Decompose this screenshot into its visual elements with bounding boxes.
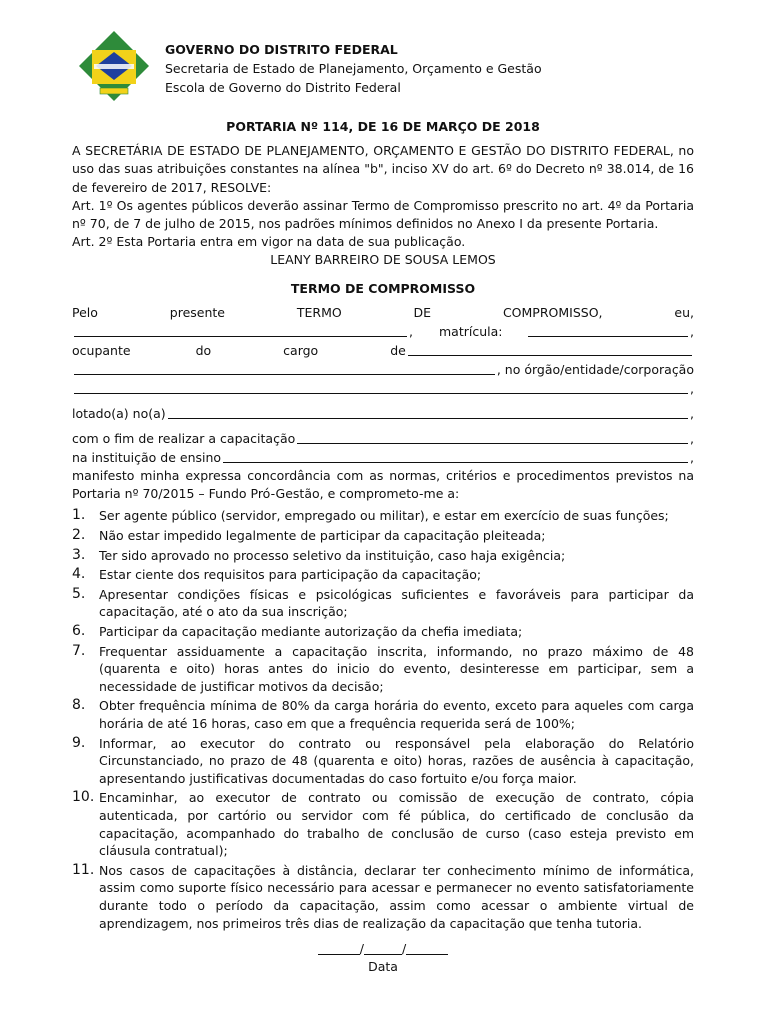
commitment-item xyxy=(72,507,694,525)
item-text: Frequentar assiduamente a capacitação inscrita, informando, no prazo máximo de 48 (quarenta e oito) horas antes do inicio do evento, desinteresse em participar, sem a necessidade de justificar motivos da decisão; xyxy=(99,643,694,694)
word: eu, xyxy=(674,304,694,320)
commitment-item xyxy=(72,735,694,788)
org-name: GOVERNO DO DISTRITO FEDERAL xyxy=(165,42,398,57)
item-number: 3. xyxy=(72,546,86,563)
instituicao-line: na instituição de ensino , xyxy=(72,448,694,467)
portaria-art1: Art. 1º Os agentes públicos deverão assinar Termo de Compromisso prescrito no art. 4º da Portaria nº 70, de 7 de julho de 2015, nos padrões mínimos definidos no Anexo I da presente Portaria. xyxy=(72,197,694,232)
instituicao-label: na instituição de ensino xyxy=(72,449,222,465)
name-matricula-line: , matrícula: , xyxy=(72,322,694,341)
orgao-line xyxy=(72,360,694,379)
lotado-label: lotado(a) no(a) xyxy=(72,405,166,421)
portaria-signer: LEANY BARREIRO DE SOUSA LEMOS xyxy=(270,252,496,268)
commitment-item xyxy=(72,789,694,859)
item-number: 8. xyxy=(72,697,86,714)
matricula-blank[interactable] xyxy=(528,324,688,337)
cargo-blank[interactable] xyxy=(408,343,692,356)
orgao-label: , no órgão/entidade/corporação xyxy=(496,361,694,377)
date-year-blank[interactable] xyxy=(406,942,448,955)
item-text: Informar, ao executor do contrato ou responsável pela elaboração do Relatório Circunstanciado, no prazo de 48 (quarenta e oito) horas, razões de ausência à capacitação, apresentando justificativas documentadas do caso fortuito e/ou força maior. xyxy=(99,735,694,786)
item-text: Estar ciente dos requisitos para participação da capacitação; xyxy=(99,567,482,583)
word: ocupante xyxy=(72,342,131,358)
word: do xyxy=(195,342,212,358)
logo-footer-band xyxy=(100,88,128,94)
item-number: 11. xyxy=(72,861,95,878)
cargo-blank-continued[interactable] xyxy=(74,362,495,375)
orgao-blank-line: , xyxy=(72,379,694,398)
commitment-item xyxy=(72,643,694,696)
word: de xyxy=(390,342,406,358)
item-text: Obter frequência mínima de 80% da carga horária do evento, exceto para aqueles com carga horária de até 16 horas, caso em que a frequência requerida será de 100%; xyxy=(99,698,694,731)
termo-title: TERMO DE COMPROMISSO xyxy=(290,280,476,296)
orgao-blank[interactable] xyxy=(74,381,688,394)
item-text: Não estar impedido legalmente de participar da capacitação pleiteada; xyxy=(99,528,546,544)
fim-label: com o fim de realizar a capacitação xyxy=(72,430,296,446)
portaria-title: PORTARIA Nº 114, DE 16 DE MARÇO DE 2018 xyxy=(226,119,540,134)
letterhead xyxy=(165,40,542,97)
item-number: 4. xyxy=(72,566,86,583)
date-month-blank[interactable] xyxy=(364,942,402,955)
portaria-preamble: A SECRETÁRIA DE ESTADO DE PLANEJAMENTO, ORÇAMENTO E GESTÃO DO DISTRITO FEDERAL, no uso das suas atribuições constantes na alínea "b", inciso XV do art. 6º do Decreto nº 38.014, de 16 de fevereiro de 2017, RESOLVE: xyxy=(72,143,694,195)
secretaria-name: Secretaria de Estado de Planejamento, Orçamento e Gestão xyxy=(165,61,542,76)
item-text: Encaminhar, ao executor de contrato ou comissão de execução de contrato, cópia autenticada, por cartório ou servidor com fé pública, do certificado de conclusão da capacitação, acompanhado do trabalho de conclusão de curso (caso esteja previsto em cláusula contratual); xyxy=(99,790,694,859)
item-text: Apresentar condições físicas e psicológicas suficientes e favoráveis para participar da capacitação, até o ato da sua inscrição; xyxy=(99,586,694,620)
word: cargo xyxy=(283,342,319,358)
date-separator: / xyxy=(359,941,364,957)
date-separator: / xyxy=(402,941,407,957)
date-day-blank[interactable] xyxy=(318,942,360,955)
portaria-art2: Art. 2º Esta Portaria entra em vigor na data de sua publicação. xyxy=(72,234,466,250)
item-number: 7. xyxy=(72,642,86,659)
capacitacao-blank[interactable] xyxy=(297,431,688,444)
item-number: 6. xyxy=(72,623,86,639)
word: Pelo xyxy=(72,304,98,320)
commitment-item xyxy=(72,566,694,584)
matricula-label: matrícula: xyxy=(438,323,503,339)
instituicao-blank[interactable] xyxy=(223,450,688,463)
manifesto-text: manifesto minha expressa concordância com as normas, critérios e procedimentos previstos na Portaria nº 70/2015 – Fundo Pró-Gestão, e comprometo-me a: xyxy=(72,468,694,502)
item-number: 2. xyxy=(72,527,86,544)
lotado-blank[interactable] xyxy=(168,406,688,419)
document-body xyxy=(72,118,694,977)
item-number: 9. xyxy=(72,734,86,751)
fim-line: com o fim de realizar a capacitação , xyxy=(72,429,694,448)
word: TERMO xyxy=(296,304,342,320)
date-field xyxy=(72,940,694,958)
item-number: 5. xyxy=(72,585,86,602)
item-text: Ser agente público (servidor, empregado ou militar), e estar em exercício de suas funções; xyxy=(99,508,669,524)
logo-band xyxy=(94,64,134,69)
lotado-line: lotado(a) no(a) , xyxy=(72,404,694,423)
word: DE xyxy=(413,304,432,320)
commitment-item xyxy=(72,623,694,641)
commitment-item xyxy=(72,527,694,545)
commitment-item xyxy=(72,547,694,565)
item-text: Participar da capacitação mediante autorização da chefia imediata; xyxy=(99,624,523,639)
gdf-logo xyxy=(78,30,150,102)
item-text: Nos casos de capacitações à distância, declarar ter conhecimento mínimo de informática, assim como suporte físico necessário para acessar e permanecer no evento satisfatoriamente durante todo o período da capacitação, assim como acessar o ambiente virtual de aprendizagem, nos primeiros três dias de realização da capacitação que tenha tutoria. xyxy=(99,862,694,931)
termo-intro-line xyxy=(72,304,694,322)
name-blank[interactable] xyxy=(74,324,407,337)
escola-name: Escola de Governo do Distrito Federal xyxy=(165,80,401,95)
ocupante-line xyxy=(72,341,694,360)
item-number: 1. xyxy=(72,507,86,524)
commitment-item xyxy=(72,697,694,732)
word: COMPROMISSO, xyxy=(502,304,603,320)
date-label: Data xyxy=(368,959,398,975)
commitment-list xyxy=(72,507,694,932)
item-text: Ter sido aprovado no processo seletivo da instituição, caso haja exigência; xyxy=(99,547,566,563)
item-number: 10. xyxy=(72,789,95,806)
commitment-item xyxy=(72,862,694,932)
word: presente xyxy=(169,304,225,320)
commitment-item xyxy=(72,586,694,621)
